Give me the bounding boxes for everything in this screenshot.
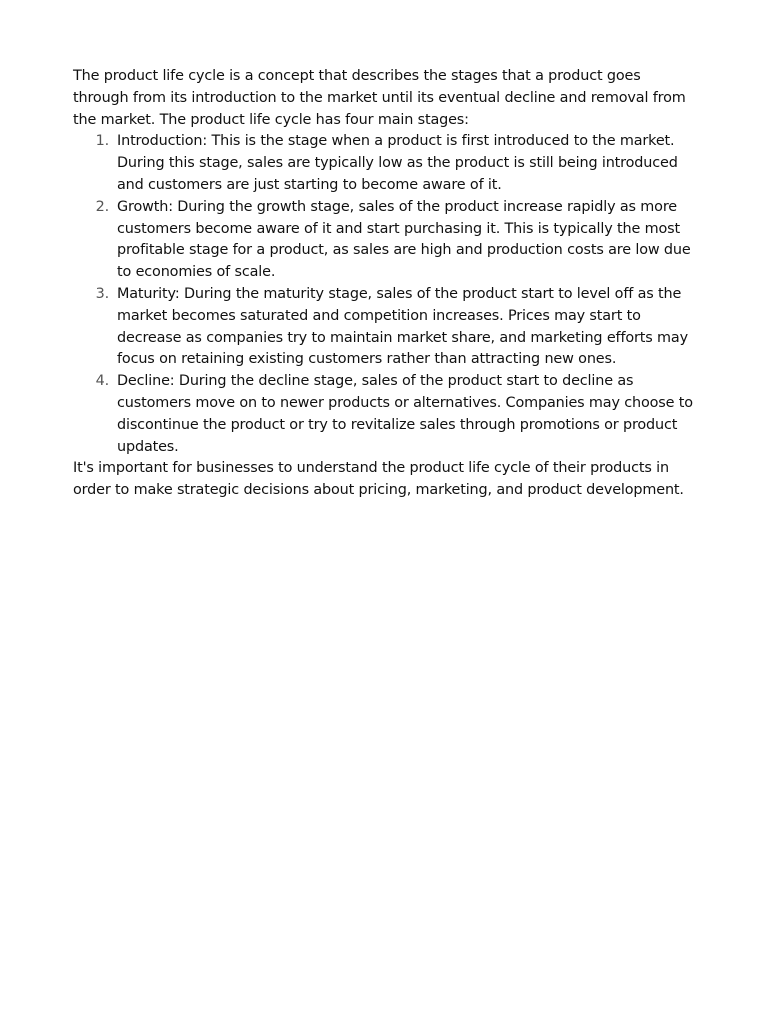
- list-item-text: Maturity: During the maturity stage, sales of the product start to level off as the market becomes saturated and competition increases. Prices may start to decrease as companies try to maintain market share, and marketing efforts may focus on retaining existing customers rather than attracting new ones.: [117, 285, 688, 368]
- list-item-number: 3.: [95, 285, 109, 302]
- intro-paragraph: The product life cycle is a concept that describes the stages that a product goes through from its introduction to the market until its eventual decline and removal from the market. The product life cycle has four main stages:: [73, 68, 686, 128]
- list-item: [73, 197, 693, 284]
- list-item-text: Growth: During the growth stage, sales of the product increase rapidly as more customers become aware of it and start purchasing it. This is typically the most profitable stage for a product, as sales are high and production costs are low due to economies of scale.: [117, 198, 691, 281]
- document-page: [73, 66, 693, 502]
- stages-list: [73, 131, 693, 458]
- list-item: [73, 131, 693, 196]
- list-item: [73, 371, 693, 458]
- list-item-text: Introduction: This is the stage when a product is first introduced to the market. During this stage, sales are typically low as the product is still being introduced and customers are just starting to become aware of it.: [117, 133, 678, 193]
- list-item-number: 2.: [95, 198, 109, 215]
- list-item-number: 1.: [95, 133, 109, 150]
- list-item: [73, 284, 693, 371]
- conclusion-paragraph: It's important for businesses to understand the product life cycle of their products in order to make strategic decisions about pricing, marketing, and product development.: [73, 460, 684, 499]
- list-item-number: 4.: [95, 373, 109, 390]
- list-item-text: Decline: During the decline stage, sales of the product start to decline as customers move on to newer products or alternatives. Companies may choose to discontinue the product or try to revitalize sales through promotions or product updates.: [117, 373, 693, 455]
